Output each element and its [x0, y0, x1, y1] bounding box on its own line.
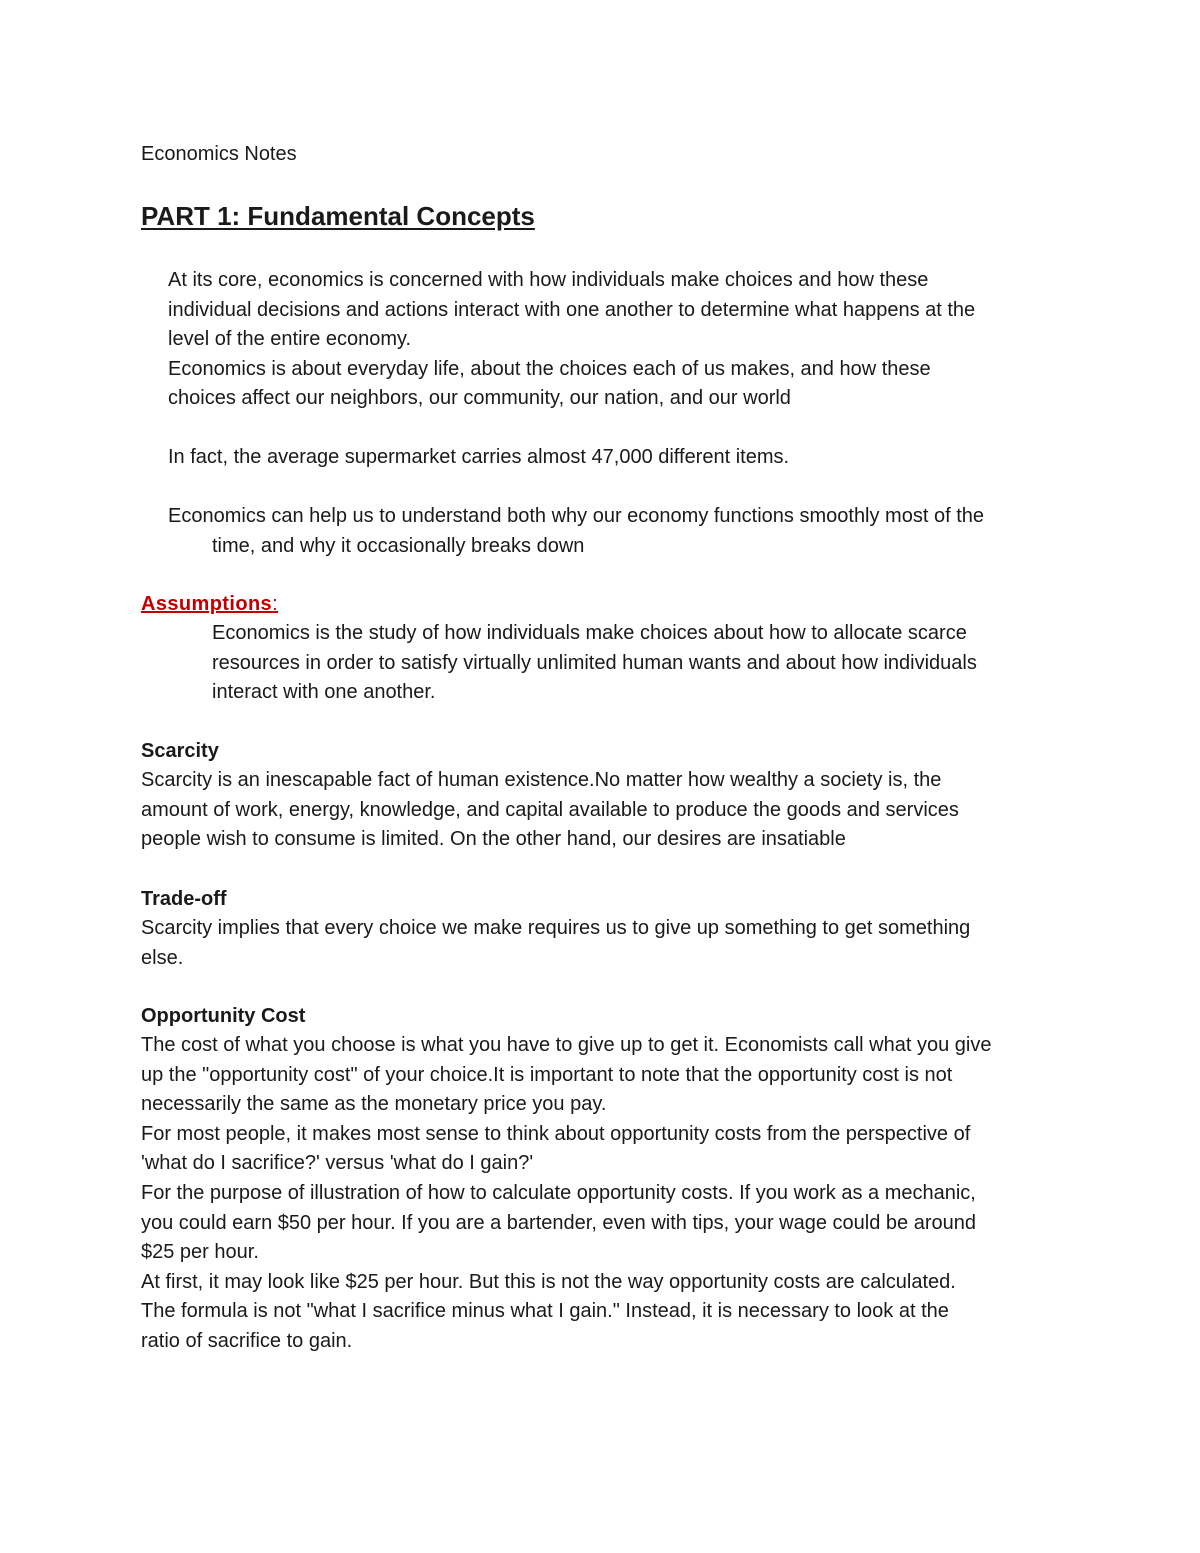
- assumptions-body: [212, 619, 977, 708]
- intro-line: level of the entire economy.: [168, 328, 412, 351]
- opportunity-cost-line: For the purpose of illustration of how to calculate opportunity costs. If you work as a mechanic,: [141, 1181, 976, 1204]
- assumptions-heading-colon: :: [272, 593, 279, 615]
- opportunity-cost-line: necessarily the same as the monetary price you pay.: [141, 1093, 607, 1116]
- opportunity-cost-heading: Opportunity Cost: [141, 1005, 306, 1027]
- paragraph-line: Economics can help us to understand both why our economy functions smoothly most of the: [168, 505, 984, 527]
- opportunity-cost-line: The cost of what you choose is what you have to give up to get it. Economists call what you give: [141, 1034, 992, 1056]
- trade-off-line: Scarcity implies that every choice we make requires us to give up something to get something: [141, 917, 971, 939]
- scarcity-heading: Scarcity: [141, 740, 219, 762]
- intro-line: choices affect our neighbors, our community, our nation, and our world: [168, 387, 791, 410]
- intro-line: Economics is about everyday life, about the choices each of us makes, and how these: [168, 357, 931, 380]
- assumptions-line: Economics is the study of how individuals make choices about how to allocate scarce: [212, 622, 967, 644]
- opportunity-cost-line: At first, it may look like $25 per hour. But this is not the way opportunity costs are calculated.: [141, 1270, 956, 1293]
- intro-line: At its core, economics is concerned with how individuals make choices and how these: [168, 269, 929, 291]
- part-heading: PART 1: Fundamental Concepts: [141, 201, 535, 231]
- supermarket-fact: In fact, the average supermarket carries almost 47,000 different items.: [168, 446, 790, 468]
- scarcity-line: Scarcity is an inescapable fact of human existence.No matter how wealthy a society is, the: [141, 769, 942, 791]
- opportunity-cost-line: up the "opportunity cost" of your choice.It is important to note that the opportunity cost is not: [141, 1063, 953, 1086]
- scarcity-body: [141, 766, 959, 855]
- scarcity-line: amount of work, energy, knowledge, and capital available to produce the goods and services: [141, 798, 959, 821]
- intro-line: individual decisions and actions interact with one another to determine what happens at the: [168, 298, 976, 321]
- assumptions-heading-text: Assumptions: [141, 593, 273, 615]
- trade-off-body: [141, 914, 970, 973]
- economy-function-paragraph: [168, 502, 984, 561]
- assumptions-line: resources in order to satisfy virtually unlimited human wants and about how individuals: [212, 651, 977, 674]
- opportunity-cost-line: ratio of sacrifice to gain.: [141, 1329, 353, 1352]
- paragraph-line-indented: time, and why it occasionally breaks down: [212, 534, 585, 557]
- assumptions-heading: [141, 590, 278, 620]
- assumptions-line: interact with one another.: [212, 681, 436, 704]
- intro-paragraph: [168, 266, 975, 414]
- opportunity-cost-line: 'what do I sacrifice?' versus 'what do I gain?': [141, 1152, 534, 1175]
- opportunity-cost-line: $25 per hour.: [141, 1241, 259, 1264]
- opportunity-cost-body: [141, 1031, 991, 1357]
- document-title: Economics Notes: [141, 143, 297, 165]
- trade-off-heading: Trade-off: [141, 888, 227, 910]
- scarcity-line: people wish to consume is limited. On the other hand, our desires are insatiable: [141, 828, 846, 851]
- opportunity-cost-line: For most people, it makes most sense to think about opportunity costs from the perspective of: [141, 1122, 971, 1145]
- opportunity-cost-line: you could earn $50 per hour. If you are a bartender, even with tips, your wage could be around: [141, 1211, 976, 1234]
- trade-off-line: else.: [141, 946, 184, 969]
- opportunity-cost-line: The formula is not "what I sacrifice minus what I gain." Instead, it is necessary to look at the: [141, 1300, 949, 1323]
